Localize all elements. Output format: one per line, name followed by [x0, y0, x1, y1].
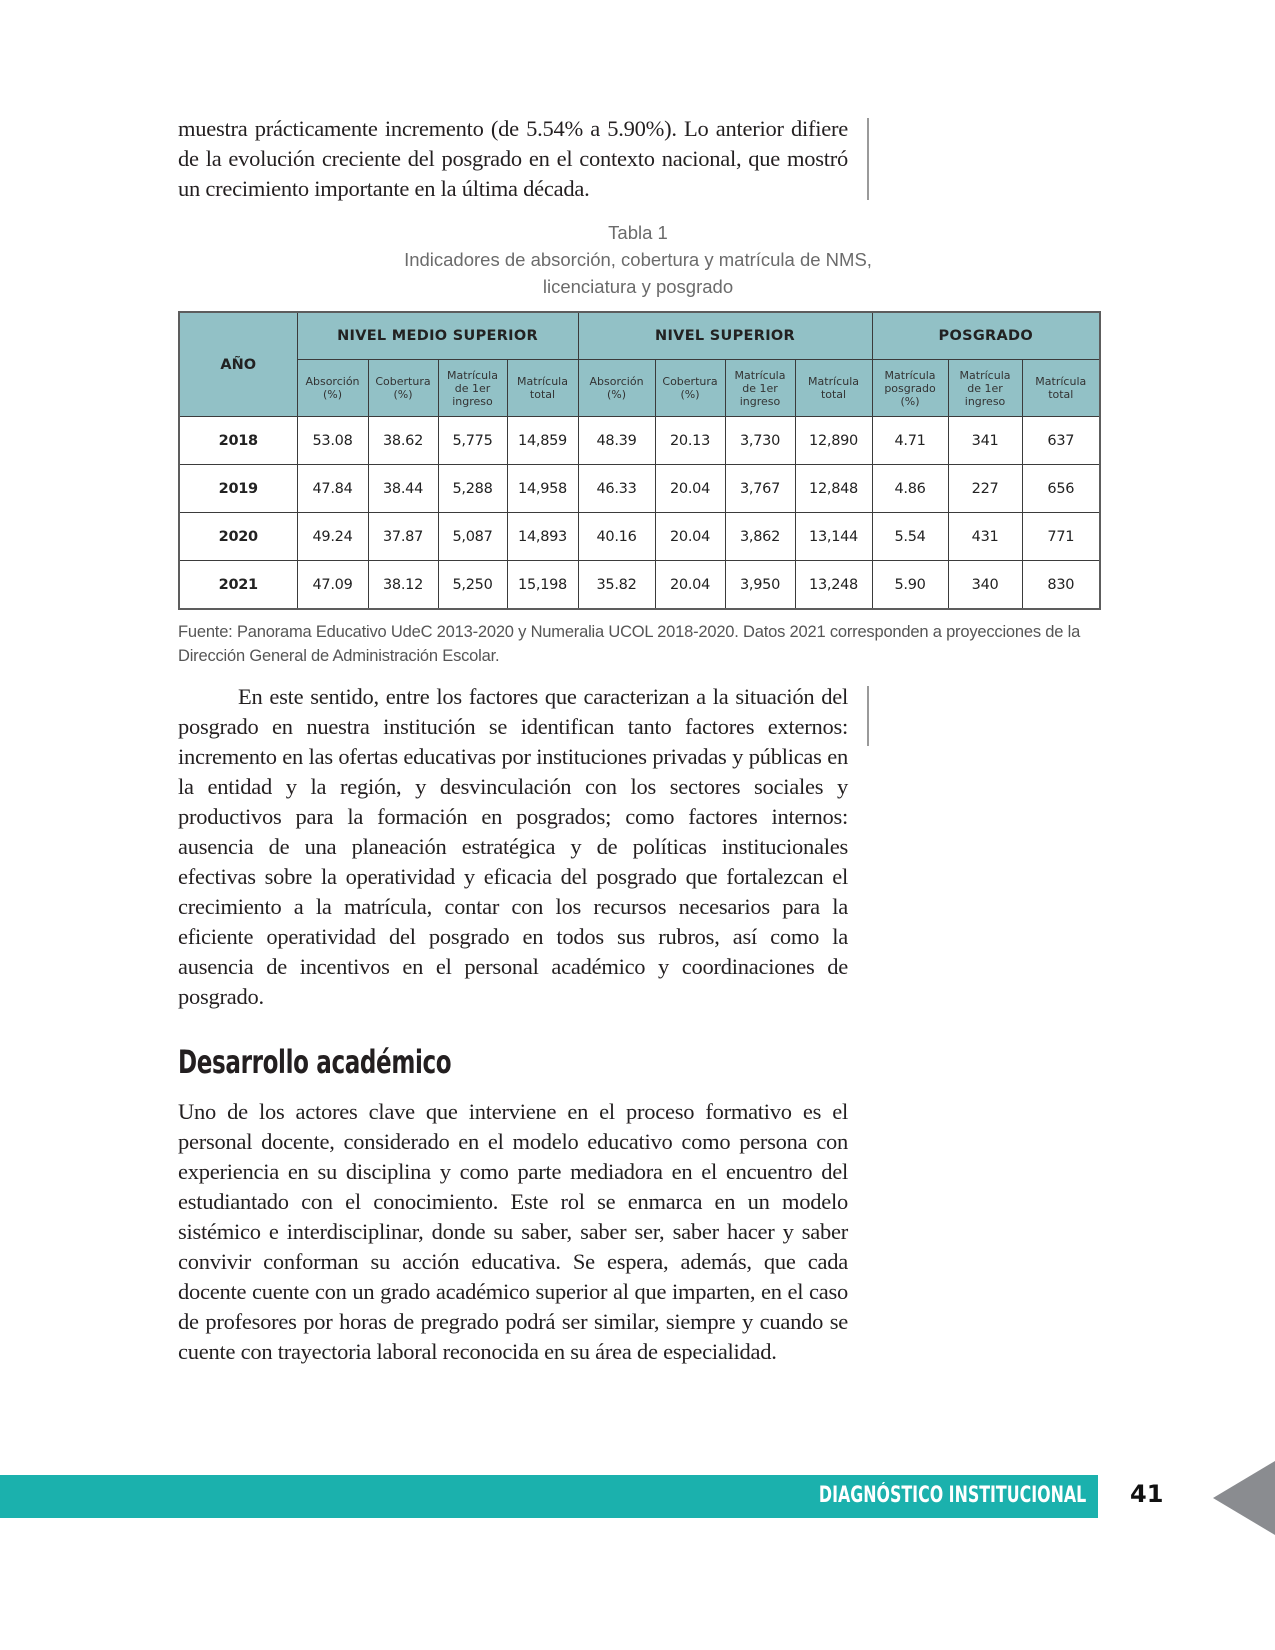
- table-group-header-row: [179, 312, 1100, 360]
- column-header: [1022, 360, 1100, 417]
- column-header-line: Matrícula: [447, 368, 498, 382]
- column-header-line: Matrícula: [517, 375, 568, 388]
- section-paragraph: [178, 1097, 848, 1367]
- intro-text: muestra prácticamente incremento (de 5.54% a 5.90%). Lo anterior difiere de la evolución creciente del posgrado en el contexto nacional, que mostró un crecimiento importante en la última década.: [178, 116, 848, 201]
- year-cell: 2018: [179, 417, 297, 465]
- value-cell: 340: [948, 561, 1022, 610]
- column-header: [438, 360, 507, 417]
- column-header-line: posgrado: [884, 381, 936, 395]
- value-cell: 46.33: [578, 465, 655, 513]
- value-cell: 20.04: [655, 561, 725, 610]
- value-cell: 5,288: [438, 465, 507, 513]
- value-cell: 341: [948, 417, 1022, 465]
- factors-paragraph: [178, 682, 848, 1012]
- column-header: [507, 360, 578, 417]
- column-header-line: total: [820, 388, 847, 401]
- column-header-line: de 1er: [967, 381, 1003, 395]
- column-header: [795, 360, 872, 417]
- table-title-line-1: Indicadores de absorción, cobertura y matrícula de NMS,: [404, 249, 872, 270]
- value-cell: 47.84: [297, 465, 368, 513]
- column-header-line: de 1er: [454, 381, 491, 395]
- column-header-line: Absorción: [305, 375, 360, 388]
- value-cell: 38.44: [368, 465, 438, 513]
- section-heading: Desarrollo académico: [178, 1043, 452, 1081]
- value-cell: 5,250: [438, 561, 507, 610]
- factors-text: En este sentido, entre los factores que caracterizan a la situación del posgrado en nuestra institución se identifican tanto factores externos: incremento en las ofertas educativas por instituciones privadas y públicas en la entidad y la región, y desvinculación con los sectores sociales y productivos para la formación en posgrados; como factores internos: ausencia de una planeación estratégica y de políticas institucionales efectivas sobre la operatividad y eficacia del posgrado que fortalezcan el crecimiento a la matrícula, contar con los recursos necesarios para la eficiente operatividad del posgrado en todos sus rubros, así como la ausencia de incentivos en el personal académico y coordinaciones de posgrado.: [178, 684, 848, 1009]
- table-row: [179, 465, 1100, 513]
- group-header: POSGRADO: [872, 312, 1100, 360]
- footer-band: [0, 1475, 1098, 1518]
- value-cell: 38.62: [368, 417, 438, 465]
- value-cell: 37.87: [368, 513, 438, 561]
- value-cell: 20.04: [655, 465, 725, 513]
- page-number: 41: [1130, 1480, 1164, 1508]
- table-row: [179, 417, 1100, 465]
- group-header: NIVEL MEDIO SUPERIOR: [297, 312, 578, 360]
- column-header: [297, 360, 368, 417]
- value-cell: 227: [948, 465, 1022, 513]
- column-header-line: Matrícula: [734, 368, 786, 382]
- column-header-line: Matrícula: [959, 368, 1011, 382]
- column-header-line: de 1er: [742, 381, 778, 395]
- column-header-line: Absorción: [589, 375, 644, 388]
- column-header: [948, 360, 1022, 417]
- value-cell: 48.39: [578, 417, 655, 465]
- intro-paragraph: [178, 114, 848, 204]
- footer-section-label: DIAGNÓSTICO INSTITUCIONAL: [818, 1483, 1086, 1508]
- group-header: NIVEL SUPERIOR: [578, 312, 872, 360]
- value-cell: 3,767: [725, 465, 795, 513]
- table-subheader-row: [179, 360, 1100, 417]
- column-header-line: ingreso: [964, 394, 1006, 408]
- value-cell: 5.90: [872, 561, 948, 610]
- column-header-line: (%): [393, 388, 413, 401]
- triangle-left-icon[interactable]: [1213, 1461, 1275, 1535]
- column-header: [725, 360, 795, 417]
- value-cell: 14,893: [507, 513, 578, 561]
- value-cell: 35.82: [578, 561, 655, 610]
- column-header-line: (%): [680, 388, 700, 401]
- column-header-line: (%): [606, 388, 627, 401]
- value-cell: 20.04: [655, 513, 725, 561]
- value-cell: 13,248: [795, 561, 872, 610]
- value-cell: 431: [948, 513, 1022, 561]
- value-cell: 13,144: [795, 513, 872, 561]
- column-header-line: ingreso: [452, 394, 493, 408]
- value-cell: 3,730: [725, 417, 795, 465]
- margin-rule: [867, 118, 869, 200]
- column-header: [368, 360, 438, 417]
- column-header-line: Matrícula: [884, 368, 936, 382]
- value-cell: 830: [1022, 561, 1100, 610]
- table-row: [179, 561, 1100, 610]
- column-header-line: Cobertura: [662, 375, 718, 388]
- value-cell: 5.54: [872, 513, 948, 561]
- table-row: [179, 513, 1100, 561]
- value-cell: 3,950: [725, 561, 795, 610]
- table-title-line-2: licenciatura y posgrado: [542, 276, 734, 297]
- value-cell: 656: [1022, 465, 1100, 513]
- year-cell: 2020: [179, 513, 297, 561]
- value-cell: 49.24: [297, 513, 368, 561]
- column-header-line: ingreso: [739, 394, 781, 408]
- value-cell: 14,958: [507, 465, 578, 513]
- table-caption: [178, 219, 1098, 300]
- value-cell: 20.13: [655, 417, 725, 465]
- value-cell: 4.86: [872, 465, 948, 513]
- value-cell: 15,198: [507, 561, 578, 610]
- value-cell: 53.08: [297, 417, 368, 465]
- column-header: [578, 360, 655, 417]
- column-header-line: (%): [322, 388, 343, 401]
- table-body: [179, 417, 1100, 610]
- column-header-line: Cobertura: [375, 375, 431, 388]
- column-header-line: (%): [900, 394, 920, 408]
- value-cell: 47.09: [297, 561, 368, 610]
- column-header-line: Matrícula: [808, 375, 859, 388]
- table-label: Tabla 1: [608, 222, 668, 243]
- value-cell: 12,848: [795, 465, 872, 513]
- value-cell: 637: [1022, 417, 1100, 465]
- value-cell: 12,890: [795, 417, 872, 465]
- value-cell: 40.16: [578, 513, 655, 561]
- table-source-note: Fuente: Panorama Educativo UdeC 2013-2020 y Numeralia UCOL 2018-2020. Datos 2021 corresponden a proyecciones de la Dirección General de Administración Escolar.: [178, 623, 1081, 665]
- column-header: [872, 360, 948, 417]
- margin-rule: [867, 686, 869, 746]
- year-column-header: AÑO: [179, 312, 297, 417]
- value-cell: 771: [1022, 513, 1100, 561]
- section-text: Uno de los actores clave que interviene en el proceso formativo es el personal docente, considerado en el modelo educativo como persona con experiencia en su disciplina y como parte mediadora en el encuentro del estudiantado con el conocimiento. Este rol se enmarca en un modelo sistémico e interdisciplinar, donde su saber, saber ser, saber hacer y saber convivir conforman su acción educativa. Se espera, además, que cada docente cuente con un grado académico superior al que imparten, en el caso de profesores por horas de pregrado podrá ser similar, siempre y cuando se cuente con trayectoria laboral reconocida en su área de especialidad.: [178, 1099, 848, 1364]
- value-cell: 3,862: [725, 513, 795, 561]
- value-cell: 5,087: [438, 513, 507, 561]
- value-cell: 4.71: [872, 417, 948, 465]
- year-cell: 2021: [179, 561, 297, 610]
- value-cell: 14,859: [507, 417, 578, 465]
- column-header-line: Matrícula: [1035, 375, 1087, 388]
- column-header-line: total: [1048, 388, 1074, 401]
- value-cell: 38.12: [368, 561, 438, 610]
- value-cell: 5,775: [438, 417, 507, 465]
- year-cell: 2019: [179, 465, 297, 513]
- indicators-table: [178, 311, 1101, 610]
- column-header-line: total: [529, 388, 556, 401]
- column-header: [655, 360, 725, 417]
